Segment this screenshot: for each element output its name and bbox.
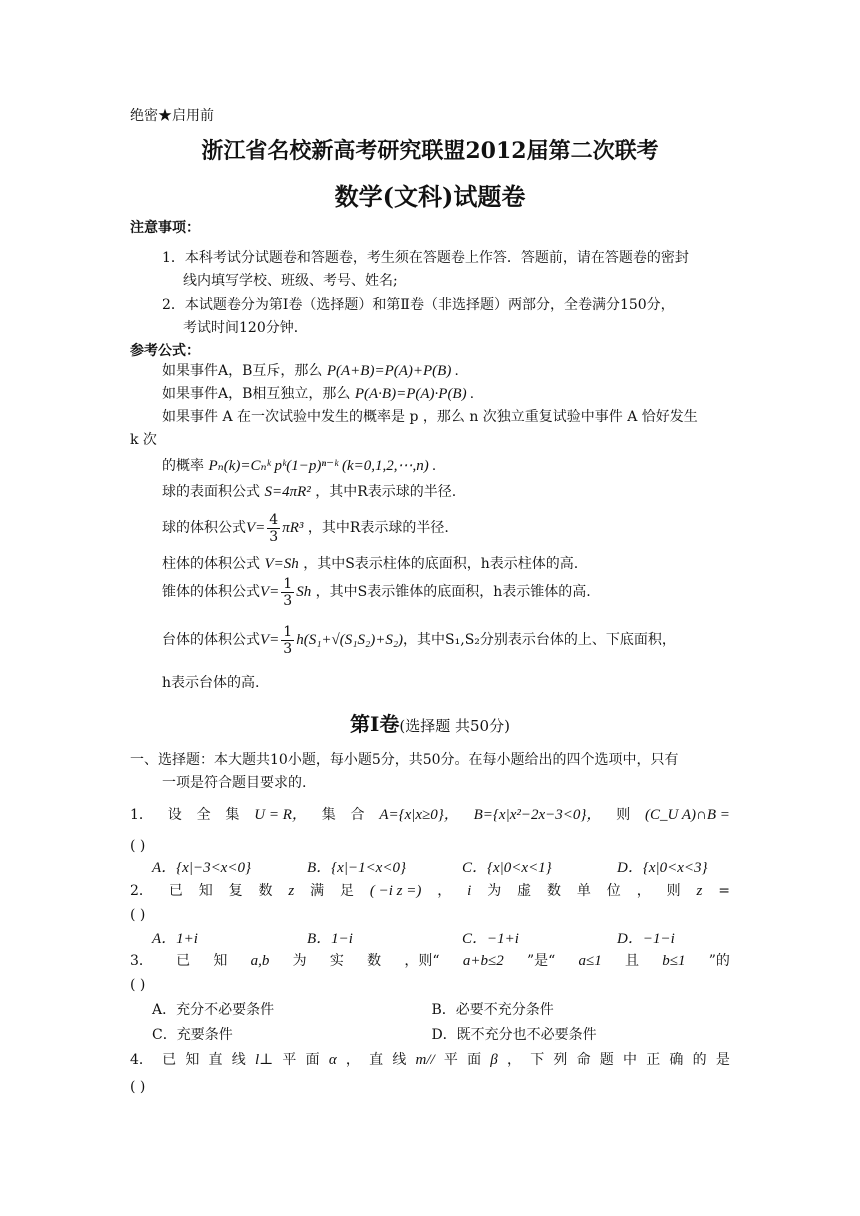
question-token: 复 [228,883,243,899]
formula-sphere-area [162,482,456,502]
fraction-numerator: 4 [269,511,279,528]
option-c: C．充要条件 [152,1027,233,1043]
question-token: 位 [606,883,621,899]
formula-prism-volume [162,554,578,574]
question-token: a≤1 [578,953,602,969]
fraction-denominator: 3 [283,592,293,609]
fraction-denominator: 3 [269,528,279,545]
formula-text: 的概率 [162,458,204,474]
formula-text: ，其中S表示柱体的底面积，h表示柱体的高. [303,556,579,572]
question-token: 2． [130,883,153,899]
formula-math: V= [260,632,280,648]
option-a: A．1+i [152,931,198,947]
option-a: A．{x|−3<x<0} [152,860,251,876]
question-token: 面 [467,1052,482,1068]
question-token: U = R， [254,807,307,823]
formula-text: ，其中S表示锥体的底面积，h表示锥体的高. [315,584,591,600]
option-d: D．−1−i [617,931,675,947]
fraction-numerator: 1 [283,575,293,592]
question-token: 知 [198,883,213,899]
question-1-options [152,858,772,878]
question-token: 直 [369,1052,384,1068]
option-b: B．1−i [307,931,353,947]
question-token: z [696,883,703,899]
question-token: (C_U A)∩B = [645,807,730,823]
question-token: 满 [310,883,325,899]
formula-math: S=4πR² [264,484,311,500]
formula-math: Pₙ(k)=Cₙᵏ pᵏ(1−p)ⁿ⁻ᵏ (k=0,1,2,⋯,n) . [208,458,437,474]
question-token: 中 [623,1052,637,1068]
question-token: 直 [208,1052,223,1068]
question-token: ， [437,883,452,899]
question-token: 则 [666,883,681,899]
formula-binomial [162,456,436,476]
option-b: B．{x|−1<x<0} [307,860,406,876]
question-token: a+b≤2 [462,953,504,969]
question-token: 平 [443,1052,458,1068]
notes-heading: 注意事项： [130,220,200,236]
formula-text: ，其中R表示球的半径. [315,484,457,500]
fraction [281,576,294,609]
section-intro-cont: 一项是符合题目要求的. [162,775,307,791]
option-d: D．{x|0<x<3} [617,860,708,876]
question-token: 集 [225,807,240,823]
option-c: C．{x|0<x<1} [462,860,552,876]
notes-item-1: 1．本科考试分试题卷和答题卷，考生须在答题卷上作答．答题前，请在答题卷的密封 [162,250,689,266]
section-intro [130,750,679,770]
question-token: 的 [692,1052,707,1068]
question-token: 确 [669,1052,684,1068]
question-token: 知 [213,953,228,969]
formula-frustum-cont: h表示台体的高. [162,675,260,691]
formula-text: ，其中S₁,S₂分别表示台体的上、下底面积， [403,632,676,648]
question-token: 线 [231,1052,246,1068]
question-token: 数 [547,883,562,899]
formula-math: V=Sh [264,556,299,572]
question-token: b≤1 [662,953,686,969]
formula-cone-volume [162,572,591,612]
fraction-denominator: 3 [283,640,293,657]
question-token: 全 [196,807,211,823]
formula-bernoulli: 如果事件 A 在一次试验中发生的概率是 p ，那么 n 次独立重复试验中事件 A 恰好发生 [162,409,698,425]
formulas-heading: 参考公式： [130,343,200,359]
answer-paren: ( ) [130,838,146,854]
question-3 [130,951,730,971]
question-token: 4． [130,1052,153,1068]
exam-title: 浙江省名校新高考研究联盟2012届第二次联考 [201,138,659,164]
formula-text: 球的表面积公式 [162,484,260,500]
question-token: B={x|x²−2x−3<0}， [473,807,602,823]
question-token: 线 [392,1052,407,1068]
question-token: 1． [130,807,153,823]
notes-item-2: 2．本试题卷分为第Ⅰ卷（选择题）和第Ⅱ卷（非选择题）两部分，全卷满分150分， [162,297,675,313]
question-token: ( −i z =) [369,883,422,899]
question-token: ，则“ [404,953,440,969]
question-token: ， [345,1052,360,1068]
notes-item-1-cont: 线内填写学校、班级、考号、姓名; [183,273,398,289]
exam-subtitle: 数学(文科)试题卷 [334,182,526,211]
fraction [281,624,294,657]
answer-paren: ( ) [130,977,146,993]
question-token: 为 [487,883,502,899]
question-token: i [467,883,472,899]
question-token: 列 [553,1052,568,1068]
part1-title: 第Ⅰ卷 [350,712,400,736]
question-token: 虚 [517,883,532,899]
question-token: m// [415,1052,435,1068]
part1-heading [0,710,860,740]
option-a: A．充分不必要条件 [152,1002,275,1018]
section-intro-text: 一、选择题：本大题共10小题，每小题5分，共50分。在每小题给出的四个选项中，只有 [130,752,679,768]
formula-math: h(S₁+√(S₁S₂)+S₂) [296,632,404,648]
formula-text: 锥体的体积公式 [162,584,260,600]
question-token: l⊥ [254,1052,274,1068]
question-3-options-row2 [152,1025,706,1045]
notes-item-2-cont: 考试时间120分钟． [183,320,308,336]
formula-math: P(A·B)=P(A)·P(B) . [354,386,475,402]
formula-math: Sh [296,584,312,600]
formula-text: 柱体的体积公式 [162,556,260,572]
answer-paren: ( ) [130,1079,146,1095]
question-token: 数 [367,953,382,969]
question-token: A={x|x≥0}， [379,807,459,823]
question-token: 3． [130,953,153,969]
question-token: 单 [576,883,591,899]
formula-exclusive [162,361,459,381]
question-token: 知 [185,1052,200,1068]
question-token: 下 [530,1052,545,1068]
question-token: z [288,883,295,899]
question-token: 是 [715,1052,730,1068]
question-token: 为 [292,953,307,969]
option-b: B．必要不充分条件 [431,1002,554,1018]
option-d: D．既不充分也不必要条件 [431,1027,597,1043]
formula-text: ，其中R表示球的半径. [307,520,449,536]
confidential-mark: 绝密★启用前 [130,108,214,124]
question-token: 题 [599,1052,614,1068]
question-token: 设 [167,807,182,823]
formula-bernoulli-cont: k 次 [130,432,157,448]
formula-math: P(A+B)=P(A)+P(B) . [326,363,459,379]
question-2 [130,881,730,901]
question-token: 已 [168,883,183,899]
question-3-options-row1 [152,1000,706,1020]
question-token: 命 [576,1052,591,1068]
formula-text: 如果事件A，B相互独立，那么 [162,386,351,402]
fraction [267,512,280,545]
question-token: = [718,883,730,899]
question-token: 实 [329,953,344,969]
formula-math: V= [246,520,266,536]
question-token: ， [636,883,651,899]
part1-note: (选择题 共50分) [399,717,510,735]
question-token: α [328,1052,337,1068]
formula-independent [162,384,474,404]
question-token: 已 [162,1052,177,1068]
question-token: a,b [250,953,270,969]
formula-sphere-volume [162,508,449,548]
question-token: 则 [616,807,631,823]
question-2-options [152,929,772,949]
question-token: 集 [321,807,336,823]
fraction-numerator: 1 [283,623,293,640]
question-token: ”是“ [526,953,556,969]
question-token: 数 [258,883,273,899]
question-token: 且 [625,953,640,969]
question-token: ”的 [708,953,730,969]
question-token: 已 [176,953,191,969]
question-token: 面 [305,1052,320,1068]
formula-text: 如果事件A，B互斥，那么 [162,363,323,379]
question-1 [130,805,730,825]
formula-text: 球的体积公式 [162,520,246,536]
formula-text: 台体的体积公式 [162,632,260,648]
question-token: 平 [282,1052,297,1068]
question-4 [130,1050,730,1070]
question-token: β [490,1052,498,1068]
answer-paren: ( ) [130,907,146,923]
question-token: ， [506,1052,521,1068]
formula-math: V= [260,584,280,600]
question-token: 足 [340,883,354,899]
question-token: 合 [350,807,365,823]
option-c: C．−1+i [462,931,519,947]
formula-frustum-volume [162,620,676,660]
question-token: 正 [646,1052,661,1068]
formula-math: πR³ [282,520,304,536]
